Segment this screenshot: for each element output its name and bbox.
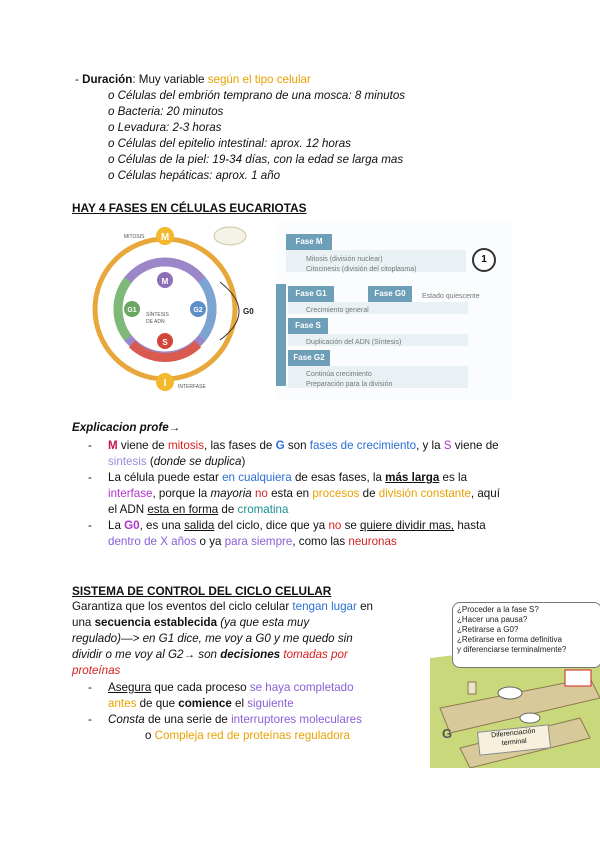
duration-item: o Células hepáticas: aprox. 1 año bbox=[108, 169, 281, 182]
m-outer-text: M bbox=[160, 232, 170, 243]
center-label-2: DE ADN bbox=[146, 319, 165, 325]
fase-m-box: Fase M bbox=[286, 234, 332, 250]
phase-table: Fase M Mitosis (división nuclear) Citocinesis (división del citoplasma) 1 Interfase Fase G1 Fase G0 Estado quiescente Crecimiento general Fase S Duplicación del ADN (Síntesis) Fase G2 Continúa crecimiento Preparación para la división bbox=[276, 222, 512, 400]
section-heading-phases: HAY 4 FASES EN CÉLULAS EUCARIOTAS bbox=[72, 201, 307, 215]
cell-figure bbox=[498, 687, 522, 699]
section-heading-control: SISTEMA DE CONTROL DEL CICLO CELULAR bbox=[72, 584, 332, 598]
duration-item: o Levadura: 2-3 horas bbox=[108, 121, 222, 134]
decision-cartoon bbox=[430, 598, 600, 768]
duration-item: o Células del epitelio intestinal: aprox. 12 horas bbox=[108, 137, 351, 150]
svg-text:S: S bbox=[162, 338, 168, 347]
explain-paragraph-3: La G0, es una salida del ciclo, dice que ya no se quiere dividir mas, hasta dentro de X años o ya para siempre, como las neuronas bbox=[108, 519, 486, 548]
duration-line: - Duración: Muy variable según el tipo celular bbox=[75, 73, 311, 86]
interfase-label: INTERFASE bbox=[178, 384, 206, 390]
explain-paragraph-1: M viene de mitosis, las fases de G son fases de crecimiento, y la S viene de sintesis (donde se duplica) bbox=[108, 439, 499, 468]
fase-s-box: Fase S bbox=[288, 318, 328, 334]
duration-label: Duración bbox=[82, 73, 133, 86]
cloud-icon bbox=[214, 227, 246, 245]
fase-g0-box: Fase G0 bbox=[368, 286, 412, 302]
fase-g1-box: Fase G1 bbox=[288, 286, 334, 302]
fase-g2-box: Fase G2 bbox=[288, 350, 330, 366]
i-outer-text: I bbox=[163, 378, 167, 389]
control-paragraph: Garantiza que los eventos del ciclo celular tengan lugar en una secuencia establecida (ya que esta muy regulado)—> en G1 dice, me voy a G0 y me quedo sin dividir o me voy al G2→ son decisiones tomadas por proteínas bbox=[72, 600, 373, 677]
mitosis-label: MITOSIS bbox=[124, 234, 145, 240]
cell-cycle-diagram bbox=[80, 222, 270, 394]
speech-bubble: ¿Proceder a la fase S? ¿Hacer una pausa? ¿Retirarse a G0? ¿Retirarse en forma definitiva y diferenciarse terminalmente? bbox=[452, 602, 600, 668]
control-bullet-1: Asegura que cada proceso se haya completado antes de que comience el siguiente bbox=[108, 681, 354, 710]
duration-item: o Células de la piel: 19-34 días, con la edad se larga mas bbox=[108, 153, 404, 166]
duration-item: o Bacteria: 20 minutos bbox=[108, 105, 224, 118]
duration-item: o Células del embrión temprano de una mosca: 8 minutos bbox=[108, 89, 406, 102]
terminal-sign: Diferenciación terminal bbox=[477, 724, 551, 755]
control-subbullet: o Compleja red de proteínas reguladora bbox=[145, 729, 350, 742]
explain-paragraph-2: La célula puede estar en cualquiera de esas fases, la más larga es la interfase, porque la mayoria no esta en procesos de división constante, aquí el ADN esta en forma de cromatina bbox=[108, 471, 500, 516]
control-bullet-2: Consta de una serie de interruptores moleculares bbox=[108, 713, 362, 726]
explain-title: Explicacion profe→ bbox=[72, 421, 181, 434]
svg-text:G1: G1 bbox=[127, 307, 137, 314]
signpost-icon bbox=[565, 670, 591, 686]
clock-icon: 1 bbox=[472, 248, 496, 272]
center-label-1: SÍNTESIS bbox=[146, 312, 169, 318]
g1-ground-label: G bbox=[442, 726, 453, 741]
g0-label: G0 bbox=[243, 307, 254, 316]
svg-text:G2: G2 bbox=[193, 307, 203, 314]
svg-text:M: M bbox=[161, 277, 169, 286]
